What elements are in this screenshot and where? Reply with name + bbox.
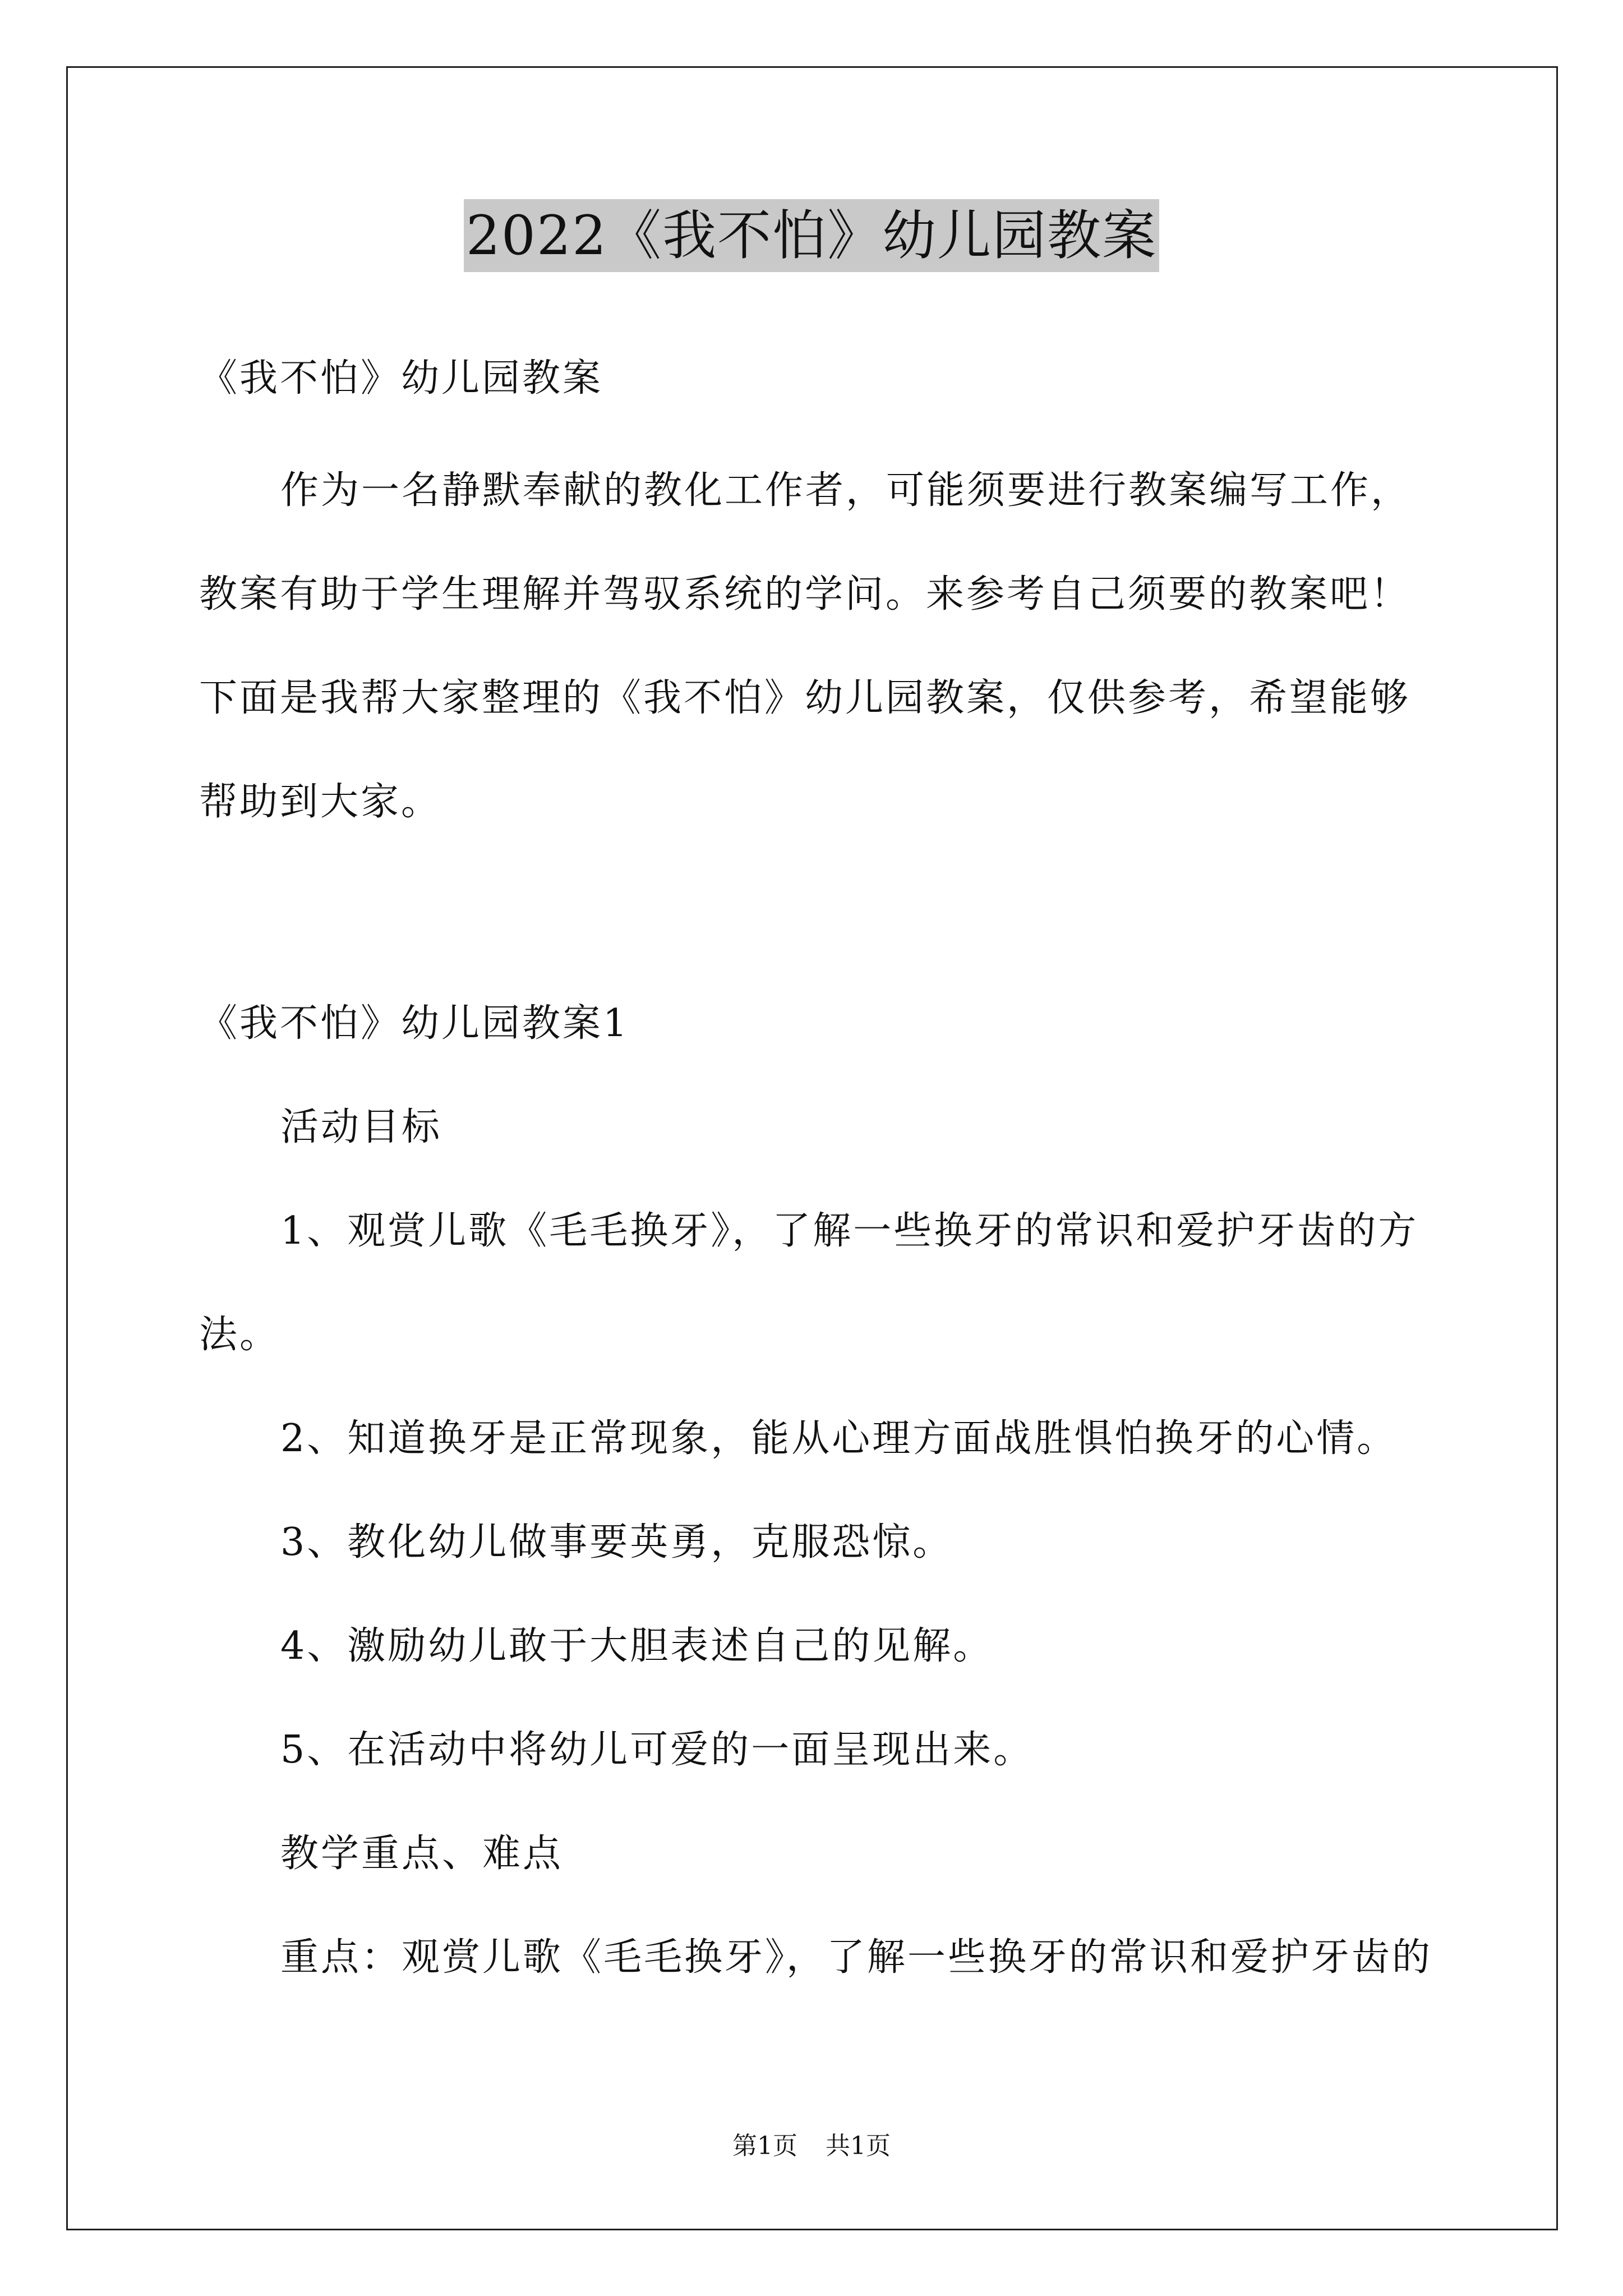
intro-line: 教案有助于学生理解并驾驭系统的学问。来参考自己须要的教案吧！ (199, 572, 1411, 616)
title-wrapper (0, 199, 1623, 272)
intro-line: 作为一名静默奉献的教化工作者，可能须要进行教案编写工作， (280, 468, 1412, 513)
key-points-heading: 教学重点、难点 (280, 1832, 564, 1876)
goal-item: 5、在活动中将幼儿可爱的一面呈现出来。 (280, 1728, 1034, 1772)
goal-item: 3、教化幼儿做事要英勇，克服恐惊。 (280, 1520, 953, 1565)
goal-item: 2、知道换牙是正常现象，能从心理方面战胜惧怕换牙的心情。 (280, 1416, 1398, 1461)
page-number: 第1页 (732, 2132, 797, 2160)
goal-item: 4、激励幼儿敢于大胆表述自己的见解。 (280, 1624, 994, 1668)
page-total: 共1页 (826, 2132, 891, 2160)
intro-line: 下面是我帮大家整理的《我不怕》幼儿园教案，仅供参考，希望能够 (199, 676, 1411, 720)
goals-heading: 活动目标 (280, 1105, 442, 1149)
section-heading: 《我不怕》幼儿园教案1 (199, 1001, 630, 1046)
document-title: 2022《我不怕》幼儿园教案 (464, 199, 1159, 272)
goal-item: 1、观赏儿歌《毛毛换牙》，了解一些换牙的常识和爱护牙齿的方 (280, 1209, 1419, 1253)
page-footer (0, 2129, 1623, 2163)
key-points-line: 重点：观赏儿歌《毛毛换牙》，了解一些换牙的常识和爱护牙齿的 (280, 1935, 1433, 1980)
goal-item-continuation: 法。 (199, 1313, 280, 1357)
intro-line: 帮助到大家。 (199, 780, 442, 824)
document-subtitle: 《我不怕》幼儿园教案 (199, 356, 603, 401)
